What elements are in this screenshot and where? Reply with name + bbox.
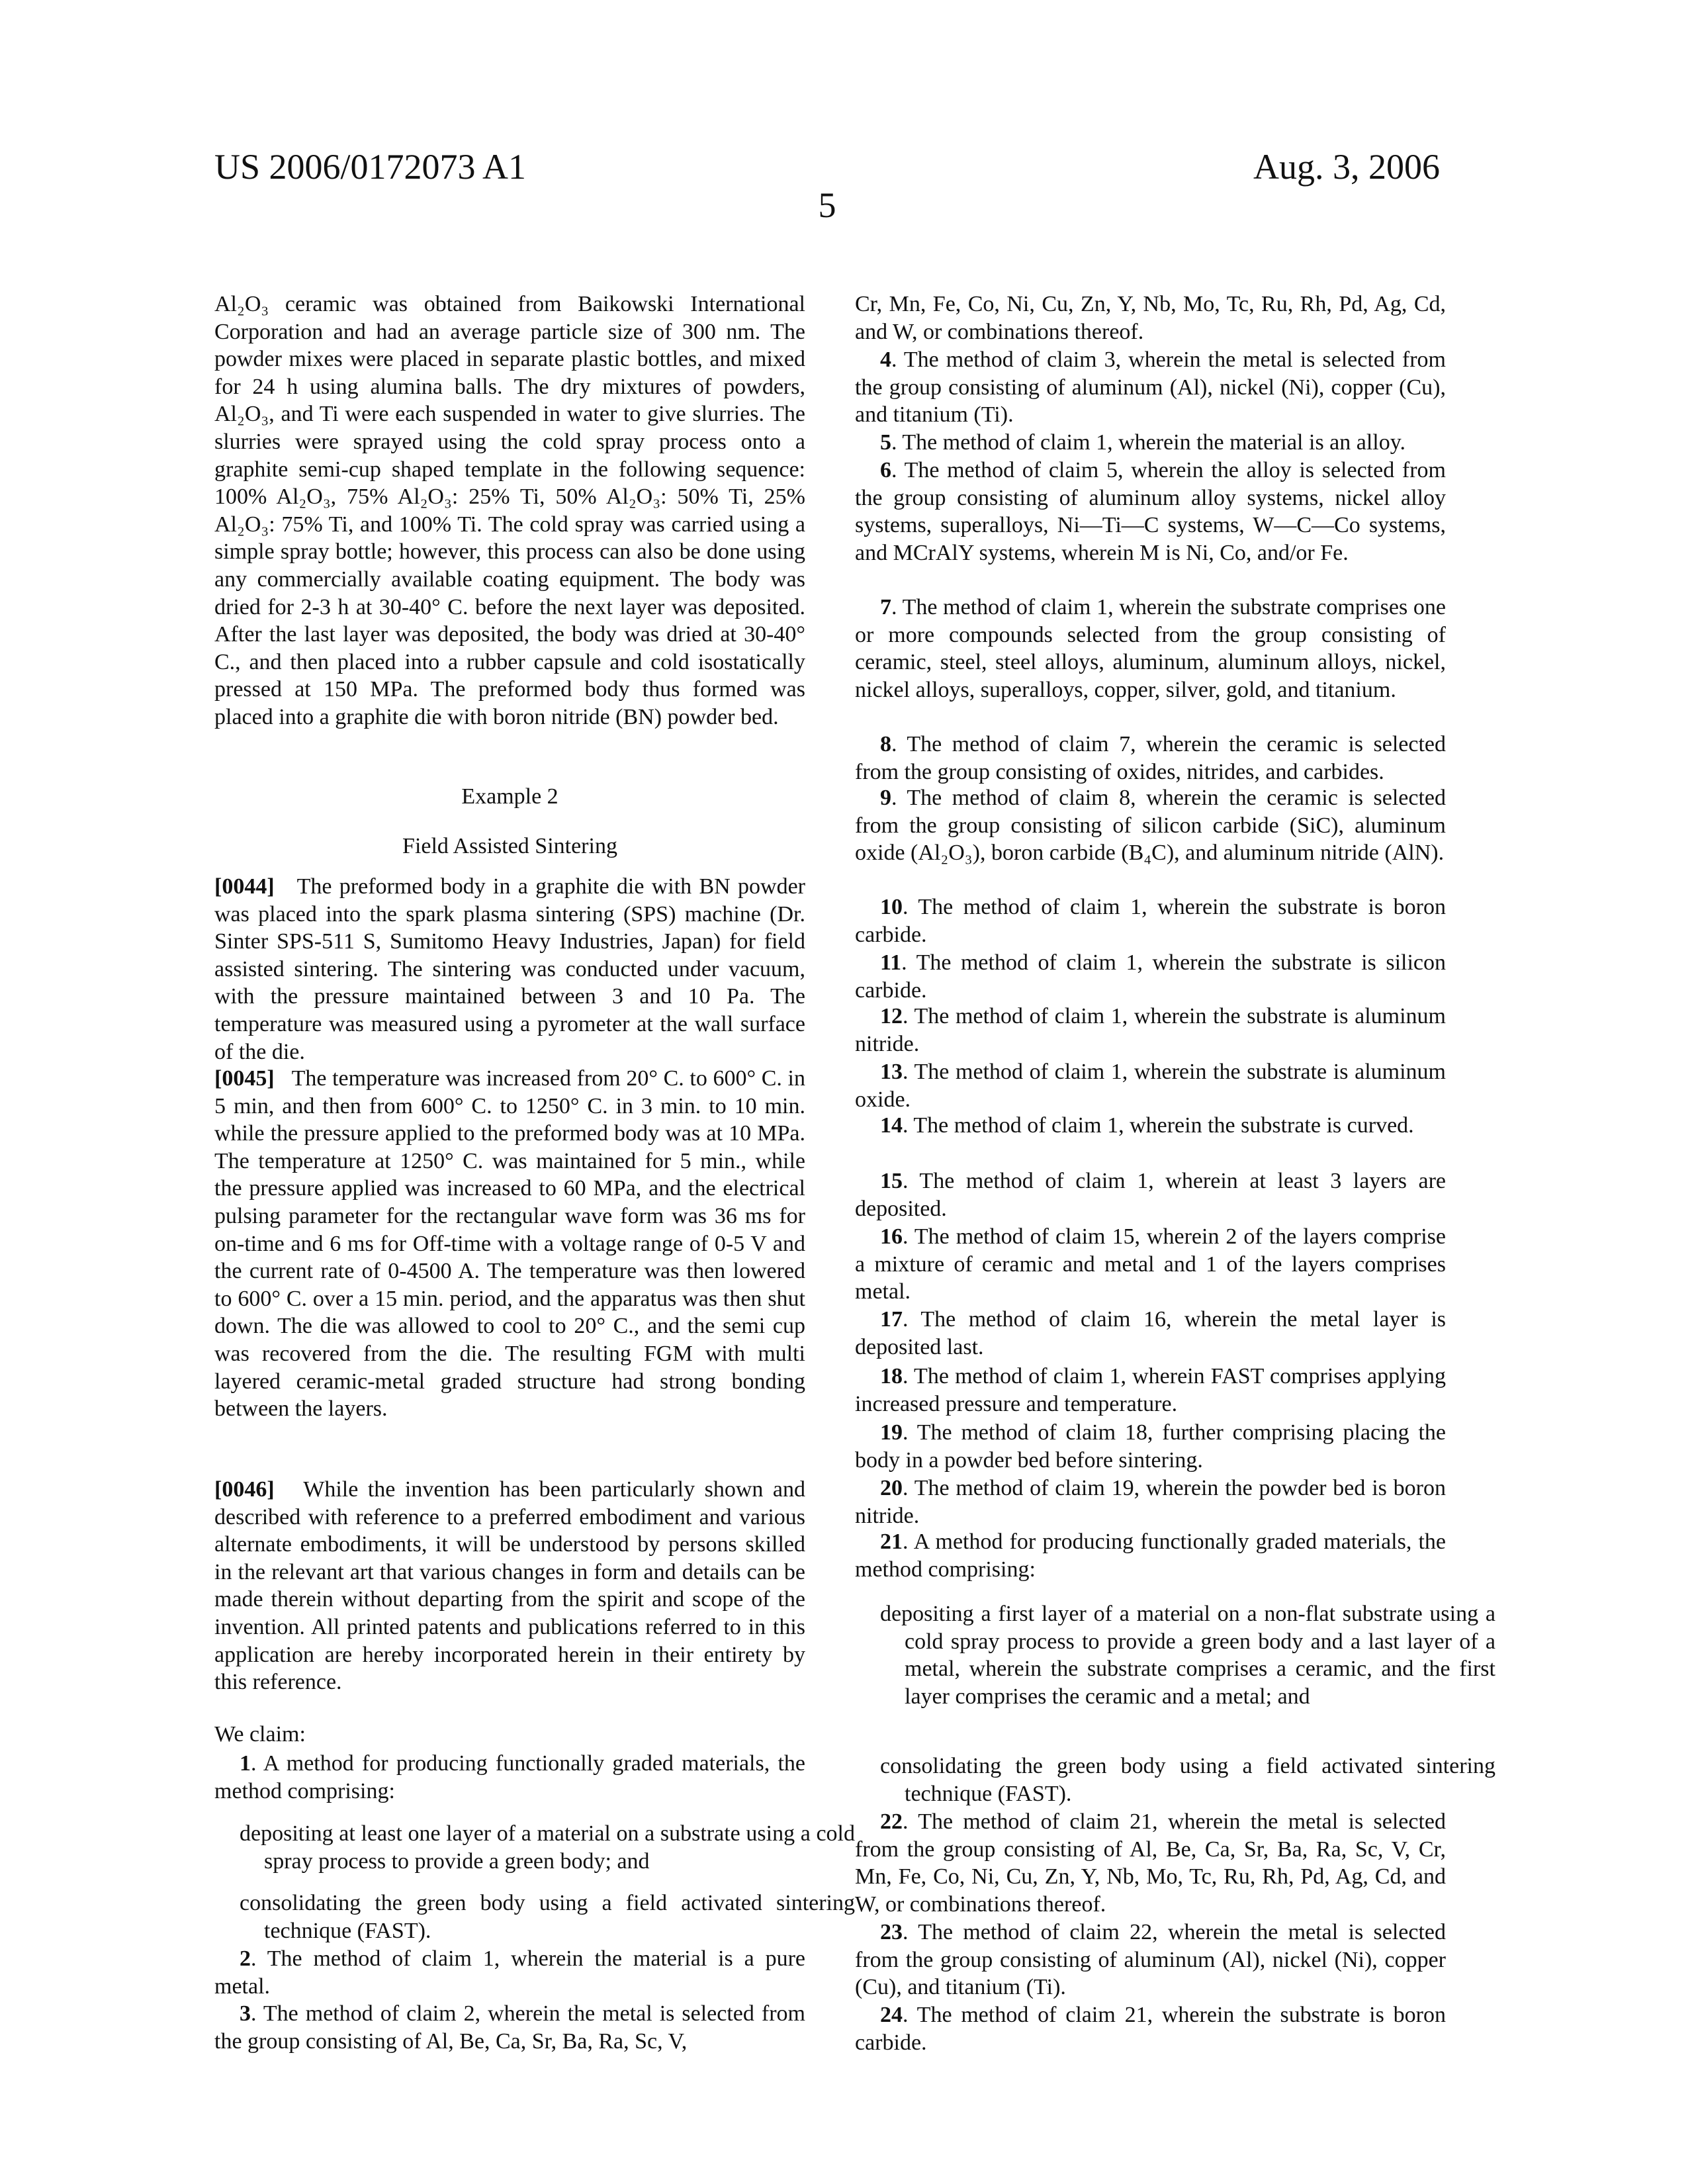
publication-number: US 2006/0172073 A1 bbox=[214, 147, 526, 187]
paragraph-text: The preformed body in a graphite die with BN powder was placed into the spark plasma sintering (SPS) machine (Dr. Sinter SPS-511 S, Sumitomo Heavy Industries, Japan) for field assisted sintering. The sintering was conducted under vacuum, with the pressure maintained between 3 and 10 Pa. The temperature was measured using a pyrometer at the wall surface of the die. bbox=[214, 874, 805, 1064]
claim-16 bbox=[855, 1223, 1446, 1306]
claim-number: 1 bbox=[240, 1751, 251, 1776]
claim-number: 4 bbox=[880, 347, 891, 372]
claim-text: . The method of claim 2, wherein the metal is selected from the group consisting of Al, Be, Ca, Sr, Ba, Ra, Sc, V, bbox=[214, 2001, 805, 2054]
we-claim-heading: We claim: bbox=[214, 1721, 805, 1749]
claim-9 bbox=[855, 784, 1446, 867]
page-number: 5 bbox=[807, 185, 847, 225]
claim-number: 5 bbox=[880, 430, 891, 455]
claim-8 bbox=[855, 731, 1446, 786]
paragraph-number: [0046] bbox=[214, 1477, 275, 1502]
claim-24 bbox=[855, 2001, 1446, 2056]
claim-number: 15 bbox=[880, 1169, 903, 1193]
claim-text: . The method of claim 5, wherein the alloy is selected from the group consisting of aluminum alloy systems, nickel alloy systems, superalloys, Ni—Ti—C systems, W—C—Co systems, and MCrAlY systems, wherein M is Ni, Co, and/or Fe. bbox=[855, 458, 1446, 565]
claim-4 bbox=[855, 346, 1446, 429]
claim-17 bbox=[855, 1306, 1446, 1361]
paragraph-text: The temperature was increased from 20° C. to 600° C. in 5 min, and then from 600° C. to 1250° C. in 3 min. to 10 min. while the pressure applied to the preformed body was at 10 MPa. The temperature at 1250° C. was maintained for 5 min., while the pressure applied was increased to 60 MPa, and the electrical pulsing parameter for the rectangular wave form was 36 ms for on-time and 6 ms for Off-time with a voltage range of 0-5 V and the current rate of 0-4500 A. The temperature was then lowered to 600° C. over a 15 min. period, and the apparatus was then shut down. The die was allowed to cool to 20° C., and the semi cup was recovered from the die. The resulting FGM with multi layered ceramic-metal graded structure had strong bonding between the layers. bbox=[214, 1066, 805, 1421]
paragraph-text: While the invention has been particularly shown and described with reference to a preferred embodiment and various alternate embodiments, it will be understood by persons skilled in the relevant art that various changes in form and details can be made therein without departing from the spirit and scope of the invention. All printed patents and publications referred to in this application are hereby incorporated herein in their entirety by this reference. bbox=[214, 1477, 805, 1694]
paragraph-number: [0045] bbox=[214, 1066, 275, 1091]
claim-3-continued: Cr, Mn, Fe, Co, Ni, Cu, Zn, Y, Nb, Mo, Tc, Ru, Rh, Pd, Ag, Cd, and W, or combinations thereof. bbox=[855, 291, 1446, 345]
paragraph-number: [0044] bbox=[214, 874, 275, 899]
claim-number: 9 bbox=[880, 786, 891, 810]
claim-text: . The method of claim 15, wherein 2 of the layers comprise a mixture of ceramic and metal and 1 of the layers comprises metal. bbox=[855, 1224, 1446, 1304]
example-heading: Example 2 bbox=[214, 783, 805, 811]
claim-text: . The method of claim 1, wherein the substrate is aluminum nitride. bbox=[855, 1004, 1446, 1056]
paragraph-0045 bbox=[214, 1065, 805, 1423]
claim-15 bbox=[855, 1167, 1446, 1222]
claim-text: . The method of claim 7, wherein the ceramic is selected from the group consisting of oxides, nitrides, and carbides. bbox=[855, 732, 1446, 784]
claim-number: 7 bbox=[880, 595, 891, 619]
claim-1-step-consolidating: consolidating the green body using a field activated sintering technique (FAST). bbox=[214, 1889, 855, 1944]
claim-number: 18 bbox=[880, 1364, 903, 1388]
claim-1-step-depositing: depositing at least one layer of a material on a substrate using a cold spray process to provide a green body; and bbox=[214, 1820, 855, 1875]
claim-number: 20 bbox=[880, 1476, 903, 1500]
claim-number: 2 bbox=[240, 1946, 251, 1971]
claim-21 bbox=[855, 1528, 1446, 1583]
claim-3 bbox=[214, 2000, 805, 2055]
claim-text: . The method of claim 1, wherein the substrate comprises one or more compounds selected from the group consisting of ceramic, steel, steel alloys, aluminum, aluminum alloys, nickel, nickel alloys, superalloys, copper, silver, gold, and titanium. bbox=[855, 595, 1446, 702]
claim-number: 17 bbox=[880, 1307, 903, 1332]
claim-number: 12 bbox=[880, 1004, 903, 1028]
claim-number: 24 bbox=[880, 2003, 903, 2027]
claim-text: . The method of claim 16, wherein the metal layer is deposited last. bbox=[855, 1307, 1446, 1359]
claim-number: 23 bbox=[880, 1920, 903, 1944]
claim-13 bbox=[855, 1058, 1446, 1113]
claim-text: . A method for producing functionally graded materials, the method comprising: bbox=[855, 1529, 1446, 1582]
claim-14 bbox=[855, 1112, 1446, 1140]
claim-number: 6 bbox=[880, 458, 891, 482]
claim-10 bbox=[855, 893, 1446, 948]
claim-text: . The method of claim 1, wherein the substrate is silicon carbide. bbox=[855, 950, 1446, 1003]
paragraph-continued: Al₂O₃ ceramic was obtained from Baikowski International Corporation and had an average particle size of 300 nm. The powder mixes were placed in separate plastic bottles, and mixed for 24 h using alumina balls. The dry mixtures of powders, Al₂O₃, and Ti were each suspended in water to give slurries. The slurries were sprayed using the cold spray process onto a graphite semi-cup shaped template in the following sequence: 100% Al₂O₃, 75% Al₂O₃: 25% Ti, 50% Al₂O₃: 50% Ti, 25% Al₂O₃: 75% Ti, and 100% Ti. The cold spray was carried using a simple spray bottle; however, this process can also be done using any commercially available coating equipment. The body was dried for 2-3 h at 30-40° C. before the next layer was deposited. After the last layer was deposited, the body was dried at 30-40° C., and then placed into a rubber capsule and cold isostatically pressed at 150 MPa. The preformed body thus formed was placed into a graphite die with boron nitride (BN) powder bed. bbox=[214, 291, 805, 731]
claim-text: . The method of claim 1, wherein the material is an alloy. bbox=[891, 430, 1405, 455]
paragraph-0044 bbox=[214, 873, 805, 1066]
claim-number: 21 bbox=[880, 1529, 903, 1554]
claim-text: . The method of claim 19, wherein the powder bed is boron nitride. bbox=[855, 1476, 1446, 1528]
claim-text: . The method of claim 21, wherein the substrate is boron carbide. bbox=[855, 2003, 1446, 2055]
claim-5 bbox=[855, 429, 1446, 457]
claim-text: . The method of claim 1, wherein the material is a pure metal. bbox=[214, 1946, 805, 1999]
claim-1 bbox=[214, 1750, 805, 1805]
claim-number: 22 bbox=[880, 1809, 903, 1834]
paragraph-0046 bbox=[214, 1476, 805, 1696]
claim-text: . The method of claim 1, wherein the substrate is boron carbide. bbox=[855, 895, 1446, 947]
example-subheading: Field Assisted Sintering bbox=[214, 833, 805, 860]
claim-6 bbox=[855, 457, 1446, 567]
claim-21-step-depositing: depositing a first layer of a material on a non-flat substrate using a cold spray process to provide a green body and a last layer of a metal, wherein the substrate comprises a ceramic, and the first layer comprises the ceramic and a metal; and bbox=[855, 1600, 1495, 1710]
claim-text: . The method of claim 8, wherein the ceramic is selected from the group consisting of silicon carbide (SiC), aluminum oxide (Al₂O₃), boron carbide (B₄C), and aluminum nitride (AlN). bbox=[855, 786, 1446, 865]
claim-21-step-consolidating: consolidating the green body using a field activated sintering technique (FAST). bbox=[855, 1752, 1495, 1807]
claim-text: . The method of claim 3, wherein the metal is selected from the group consisting of aluminum (Al), nickel (Ni), copper (Cu), and titanium (Ti). bbox=[855, 347, 1446, 427]
claim-text: . The method of claim 1, wherein the substrate is curved. bbox=[903, 1113, 1414, 1138]
claim-19 bbox=[855, 1419, 1446, 1474]
claim-11 bbox=[855, 949, 1446, 1004]
publication-date: Aug. 3, 2006 bbox=[1253, 147, 1440, 187]
claim-text: . The method of claim 1, wherein the substrate is aluminum oxide. bbox=[855, 1060, 1446, 1112]
claim-number: 8 bbox=[880, 732, 891, 756]
claim-22 bbox=[855, 1808, 1446, 1918]
claim-text: . The method of claim 1, wherein FAST comprises applying increased pressure and temperature. bbox=[855, 1364, 1446, 1416]
claim-18 bbox=[855, 1363, 1446, 1418]
claim-20 bbox=[855, 1475, 1446, 1529]
claim-number: 19 bbox=[880, 1420, 903, 1445]
claim-number: 10 bbox=[880, 895, 903, 919]
claim-number: 13 bbox=[880, 1060, 903, 1084]
claim-text: . The method of claim 18, further comprising placing the body in a powder bed before sintering. bbox=[855, 1420, 1446, 1473]
claim-7 bbox=[855, 594, 1446, 704]
claim-text: . The method of claim 1, wherein at least 3 layers are deposited. bbox=[855, 1169, 1446, 1221]
claim-2 bbox=[214, 1945, 805, 2000]
claim-23 bbox=[855, 1919, 1446, 2001]
claim-text: . A method for producing functionally graded materials, the method comprising: bbox=[214, 1751, 805, 1803]
claim-12 bbox=[855, 1003, 1446, 1058]
claim-text: . The method of claim 21, wherein the metal is selected from the group consisting of Al, Be, Ca, Sr, Ba, Ra, Sc, V, Cr, Mn, Fe, Co, Ni, Cu, Zn, Y, Nb, Mo, Tc, Ru, Rh, Pd, Ag, Cd, and W, or combinations thereof. bbox=[855, 1809, 1446, 1917]
claim-text: . The method of claim 22, wherein the metal is selected from the group consisting of aluminum (Al), nickel (Ni), copper (Cu), and titanium (Ti). bbox=[855, 1920, 1446, 1999]
claim-number: 11 bbox=[880, 950, 901, 975]
claim-number: 16 bbox=[880, 1224, 903, 1249]
claim-number: 14 bbox=[880, 1113, 903, 1138]
claim-number: 3 bbox=[240, 2001, 251, 2026]
